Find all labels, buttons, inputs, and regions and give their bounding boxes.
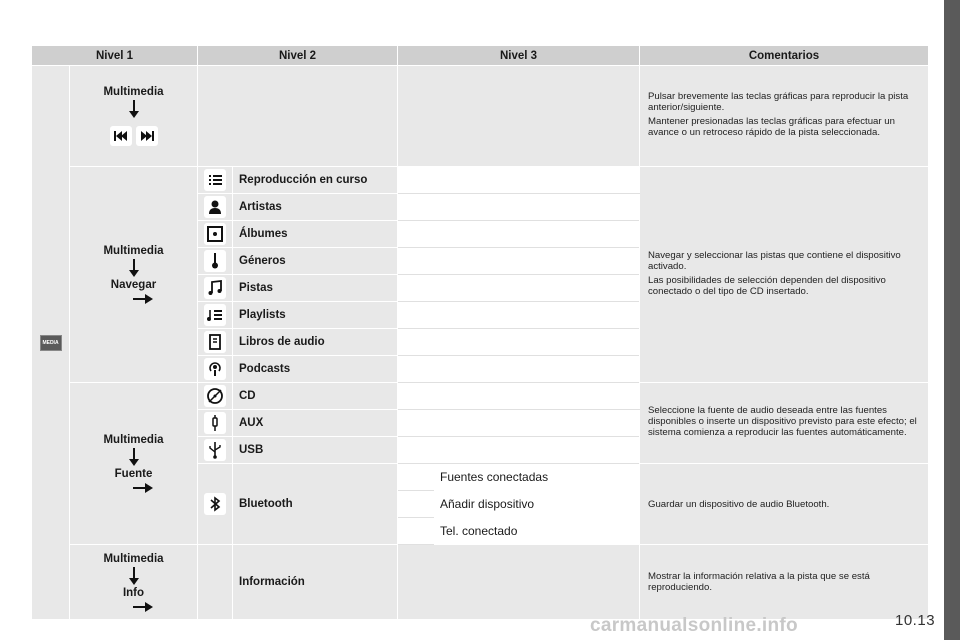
level3-spacer (398, 518, 434, 545)
menu-table (31, 45, 929, 620)
block4-path (70, 545, 198, 620)
music-note-icon (204, 277, 226, 299)
arrow-down-icon (129, 100, 139, 118)
comment-text: Seleccione la fuente de audio deseada entre las fuentes disponibles o inserte un dispositivo previsto para este efecto; el sistema comienza a reproducir las fuentes automáticamente. (648, 405, 917, 438)
aux-icon (204, 412, 226, 434)
arrow-down-icon (129, 567, 139, 585)
menu-item-label: Bluetooth (233, 464, 398, 545)
level3-cell (398, 410, 640, 437)
submenu-item: Tel. conectado (434, 518, 640, 545)
icon-cell (198, 167, 233, 194)
level3-cell (398, 356, 640, 383)
level3-cell (398, 275, 640, 302)
comment-text: Pulsar brevemente las teclas gráficas para reproducir la pista anterior/siguiente. (648, 91, 909, 113)
icon-cell (198, 329, 233, 356)
media-button-cell (32, 66, 70, 620)
icon-cell (198, 437, 233, 464)
header-level1: Nivel 1 (32, 46, 198, 66)
path-label: Fuente (114, 468, 153, 480)
header-level3: Nivel 3 (398, 46, 640, 66)
header-level2: Nivel 2 (198, 46, 398, 66)
media-button-icon: MEDIA (40, 335, 62, 351)
menu-item-label: AUX (233, 410, 398, 437)
block1-comment (640, 66, 929, 167)
table-row (32, 383, 929, 410)
block1-level2 (198, 66, 398, 167)
block3-comment (640, 383, 929, 464)
block3-path (70, 383, 198, 545)
level3-cell (398, 221, 640, 248)
next-track-icon (136, 126, 158, 146)
level3-cell (398, 383, 640, 410)
watermark: carmanualsonline.info (590, 615, 798, 636)
level3-spacer (398, 464, 434, 491)
playlist-icon (204, 304, 226, 326)
usb-icon (204, 439, 226, 461)
bluetooth-icon (204, 493, 226, 515)
menu-item-label: CD (233, 383, 398, 410)
path-label: Multimedia (103, 552, 164, 565)
path-label: Multimedia (103, 245, 164, 257)
bluetooth-comment: Guardar un dispositivo de audio Bluetooth. (640, 464, 929, 545)
menu-item-label: Reproducción en curso (233, 167, 398, 194)
level3-cell (398, 437, 640, 464)
level3-cell (398, 329, 640, 356)
block1-path (70, 66, 198, 167)
submenu-item: Añadir dispositivo (434, 491, 640, 518)
arrow-down-icon (129, 448, 139, 466)
table-row (32, 167, 929, 194)
submenu-item: Fuentes conectadas (434, 464, 640, 491)
icon-cell (198, 302, 233, 329)
list-icon (204, 169, 226, 191)
album-icon (204, 223, 226, 245)
header-row (32, 46, 929, 66)
menu-item-label: Podcasts (233, 356, 398, 383)
menu-item-label: Playlists (233, 302, 398, 329)
menu-item-label: Álbumes (233, 221, 398, 248)
level3-cell (398, 248, 640, 275)
icon-cell (198, 356, 233, 383)
arrow-right-icon (133, 602, 153, 612)
arrow-right-icon (133, 294, 153, 304)
path-label: Multimedia (103, 434, 164, 446)
audiobook-icon (204, 331, 226, 353)
table-row (32, 66, 929, 167)
page-number: 10.13 (895, 612, 936, 629)
menu-item-label: Artistas (233, 194, 398, 221)
comment-text: Navegar y seleccionar las pistas que contiene el dispositivo activado. (648, 249, 901, 272)
path-label: Navegar (110, 279, 157, 291)
menu-item-label: Libros de audio (233, 329, 398, 356)
path-label: Multimedia (103, 86, 164, 98)
previous-track-icon (110, 126, 132, 146)
block4-comment: Mostrar la información relativa a la pista que se está reproduciendo. (640, 545, 929, 620)
artist-icon (204, 196, 226, 218)
icon-cell (198, 221, 233, 248)
menu-item-label: Géneros (233, 248, 398, 275)
block2-comment (640, 167, 929, 383)
icon-cell (198, 545, 233, 620)
level3-spacer (398, 491, 434, 518)
block2-path (70, 167, 198, 383)
comment-text: Las posibilidades de selección dependen del dispositivo conectado o del tipo de CD insertado. (648, 274, 886, 297)
genre-icon (204, 250, 226, 272)
arrow-down-icon (129, 259, 139, 277)
icon-cell (198, 194, 233, 221)
table-row (32, 545, 929, 620)
menu-item-label: USB (233, 437, 398, 464)
level3-cell (398, 545, 640, 620)
comment-text: Mantener presionadas las teclas gráficas para efectuar un avance o un retroceso rápido de la pista seleccionada. (648, 116, 895, 138)
icon-cell (198, 275, 233, 302)
icon-cell (198, 464, 233, 545)
cd-icon (204, 385, 226, 407)
level3-cell (398, 302, 640, 329)
level3-cell (398, 194, 640, 221)
path-label: Info (122, 586, 145, 599)
header-comments: Comentarios (640, 46, 929, 66)
icon-cell (198, 248, 233, 275)
icon-cell (198, 410, 233, 437)
level3-cell (398, 167, 640, 194)
icon-cell (198, 383, 233, 410)
menu-item-label: Pistas (233, 275, 398, 302)
page-edge-bar (944, 0, 960, 640)
menu-item-label: Información (233, 545, 398, 620)
podcast-icon (204, 358, 226, 380)
arrow-right-icon (133, 483, 153, 493)
block1-level3 (398, 66, 640, 167)
